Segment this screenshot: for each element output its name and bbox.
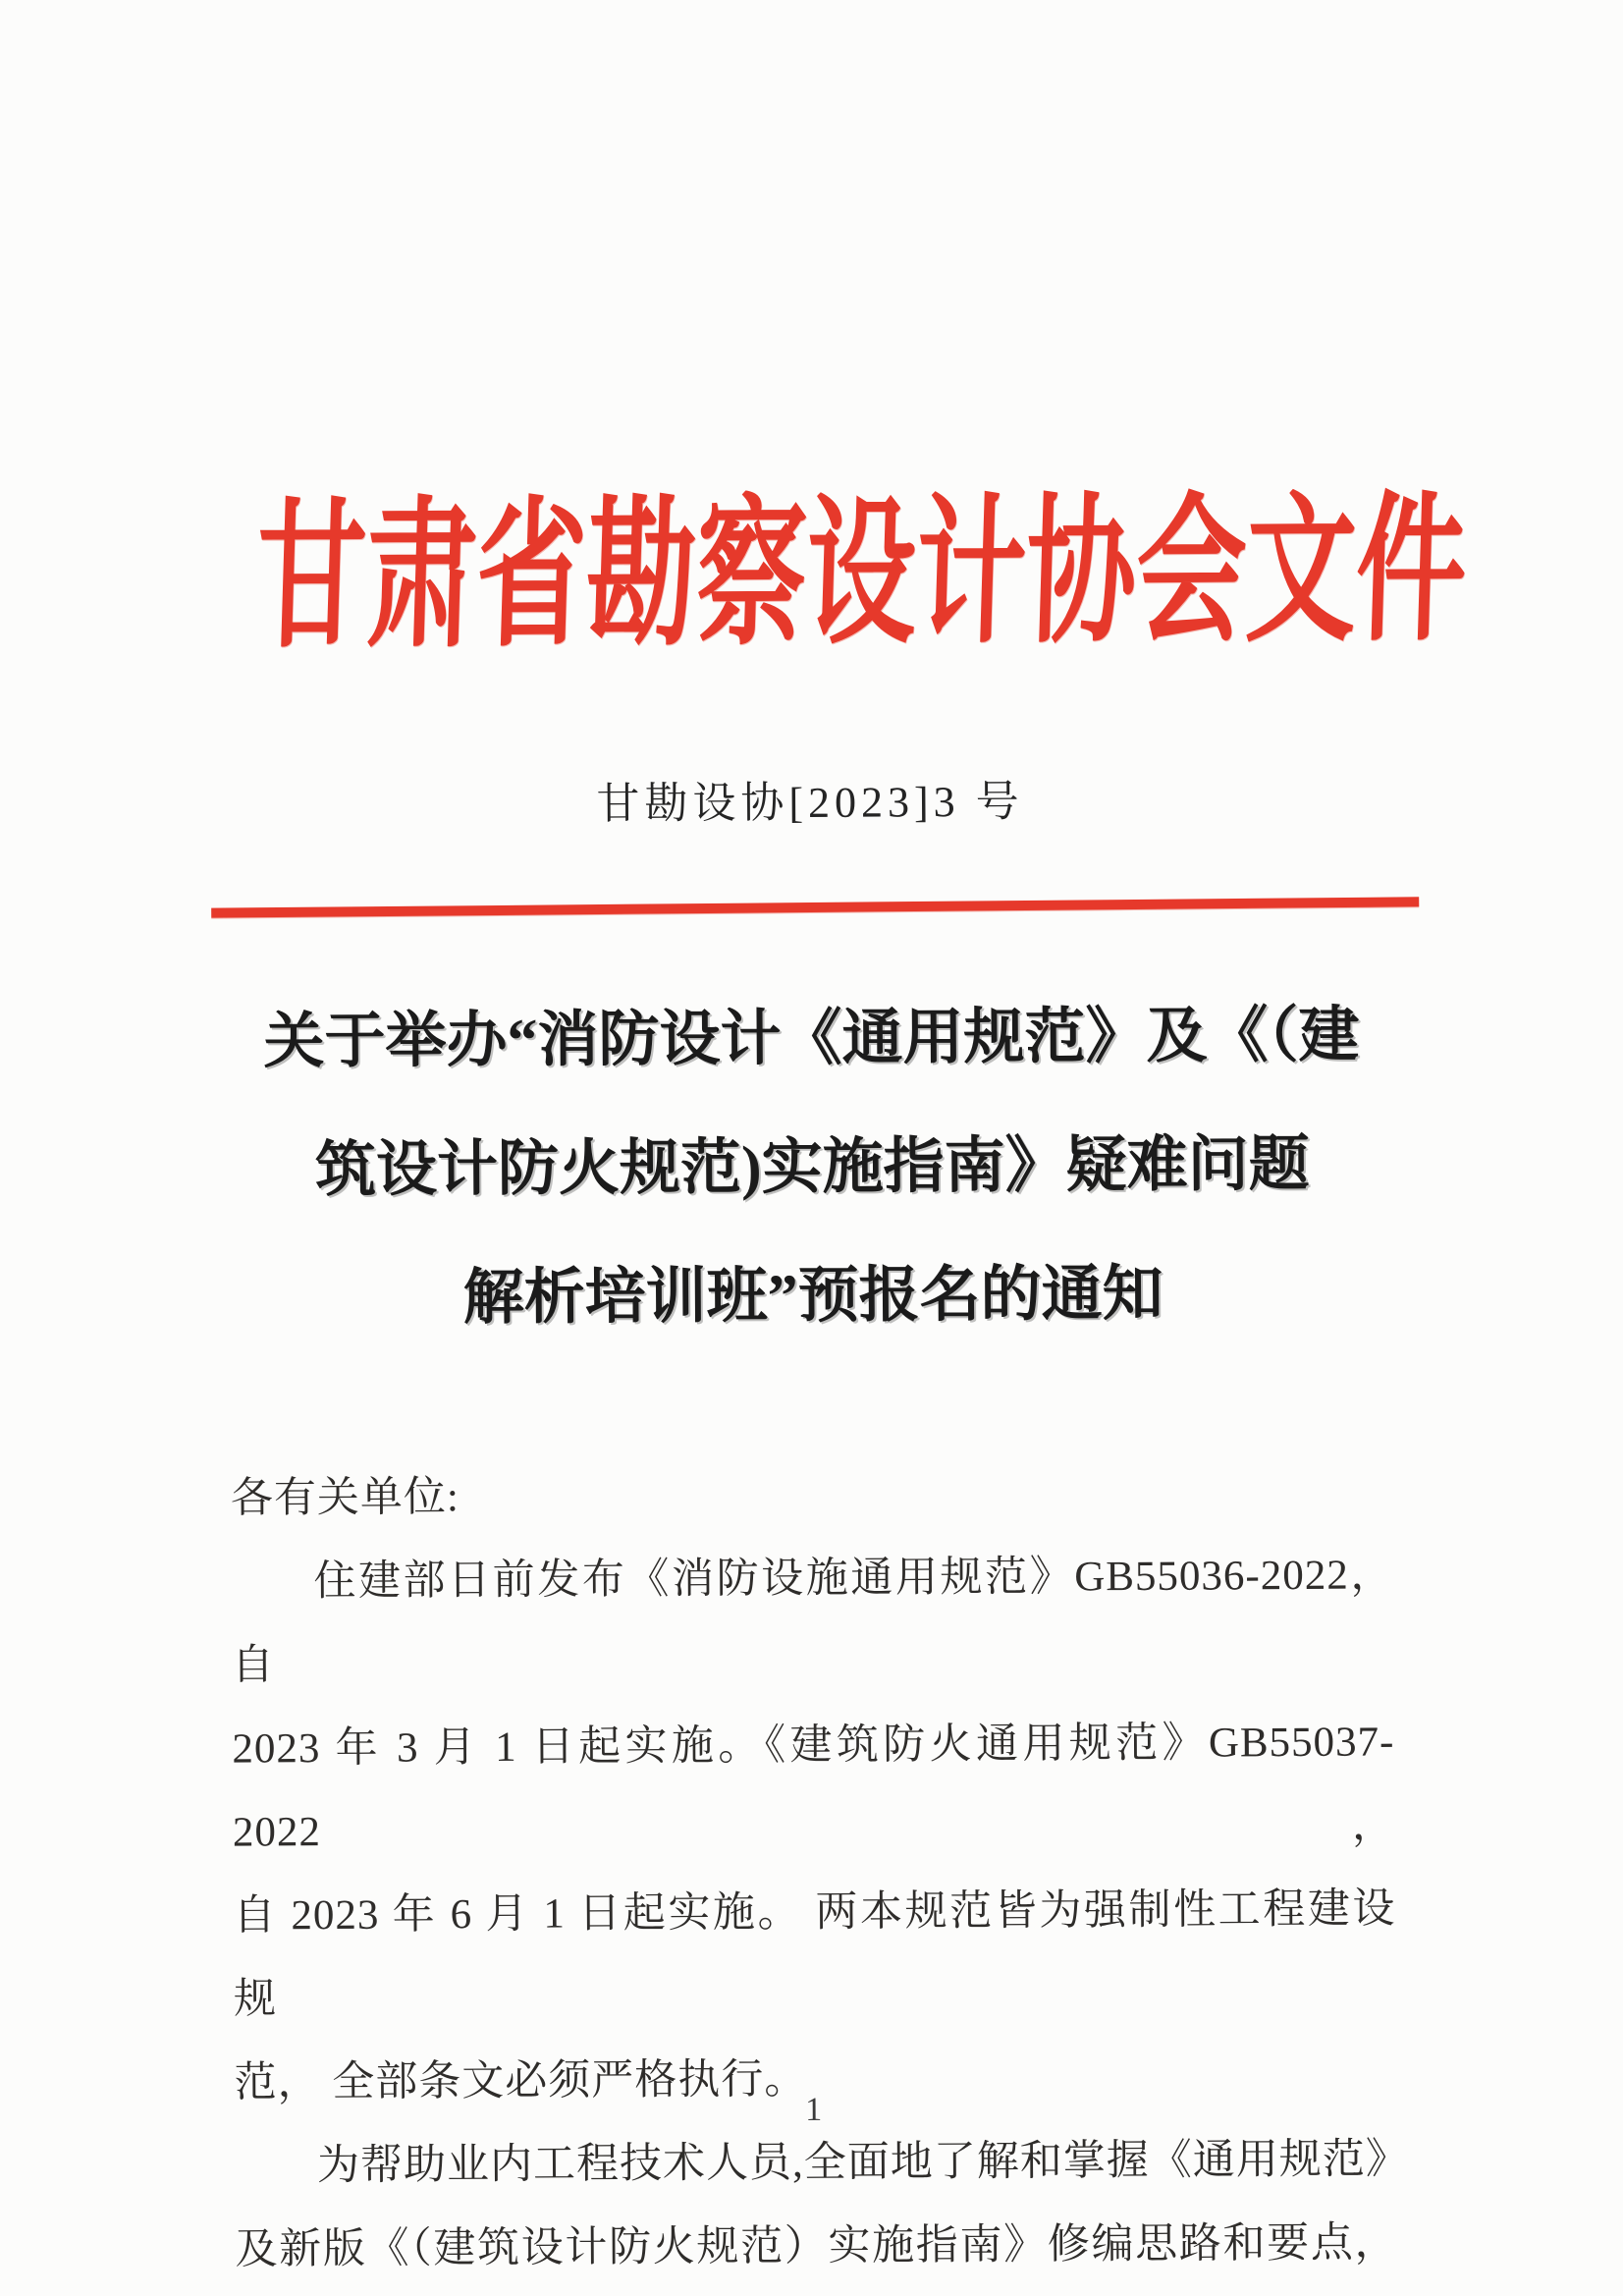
page-number: 1 <box>805 2091 823 2129</box>
body-line: 范， 全部条文必须严格执行。 <box>234 2056 808 2106</box>
body-line: 为帮助业内工程技术人员,全面地了解和掌握《通用规范》 <box>316 2136 1409 2190</box>
notice-title <box>0 970 1623 1366</box>
salutation: 各有关单位: <box>230 1474 460 1522</box>
body-line: 自 2023 年 6 月 1 日起实施。 两本规范皆为强制性工程建设规 <box>233 1886 1396 2023</box>
body-line: 住建部日前发布《消防设施通用规范》GB55036-2022，自 <box>231 1552 1394 1689</box>
notice-title-line: 筑设计防火规范)实施指南》疑难问题 <box>314 1130 1310 1205</box>
letterhead-org-title-text: 甘肃省勘察设计协会文件 <box>253 481 1469 668</box>
body-line: 及新版《（建筑设计防火规范）实施指南》修编思路和要点， <box>235 2219 1398 2273</box>
body-line: 2023 年 3 月 1 日起实施。《建筑防火通用规范》GB55037-2022， <box>232 1719 1396 1856</box>
red-divider-rule <box>211 897 1419 917</box>
notice-title-line: 关于举办“消防设计《通用规范》及《（建 <box>263 1002 1360 1076</box>
notice-body <box>230 1449 1409 2291</box>
letterhead-org-title <box>0 481 1621 668</box>
notice-title-line: 解析培训班”预报名的通知 <box>462 1260 1163 1333</box>
doc-number: 甘勘设协[2023]3 号 <box>596 777 1024 829</box>
